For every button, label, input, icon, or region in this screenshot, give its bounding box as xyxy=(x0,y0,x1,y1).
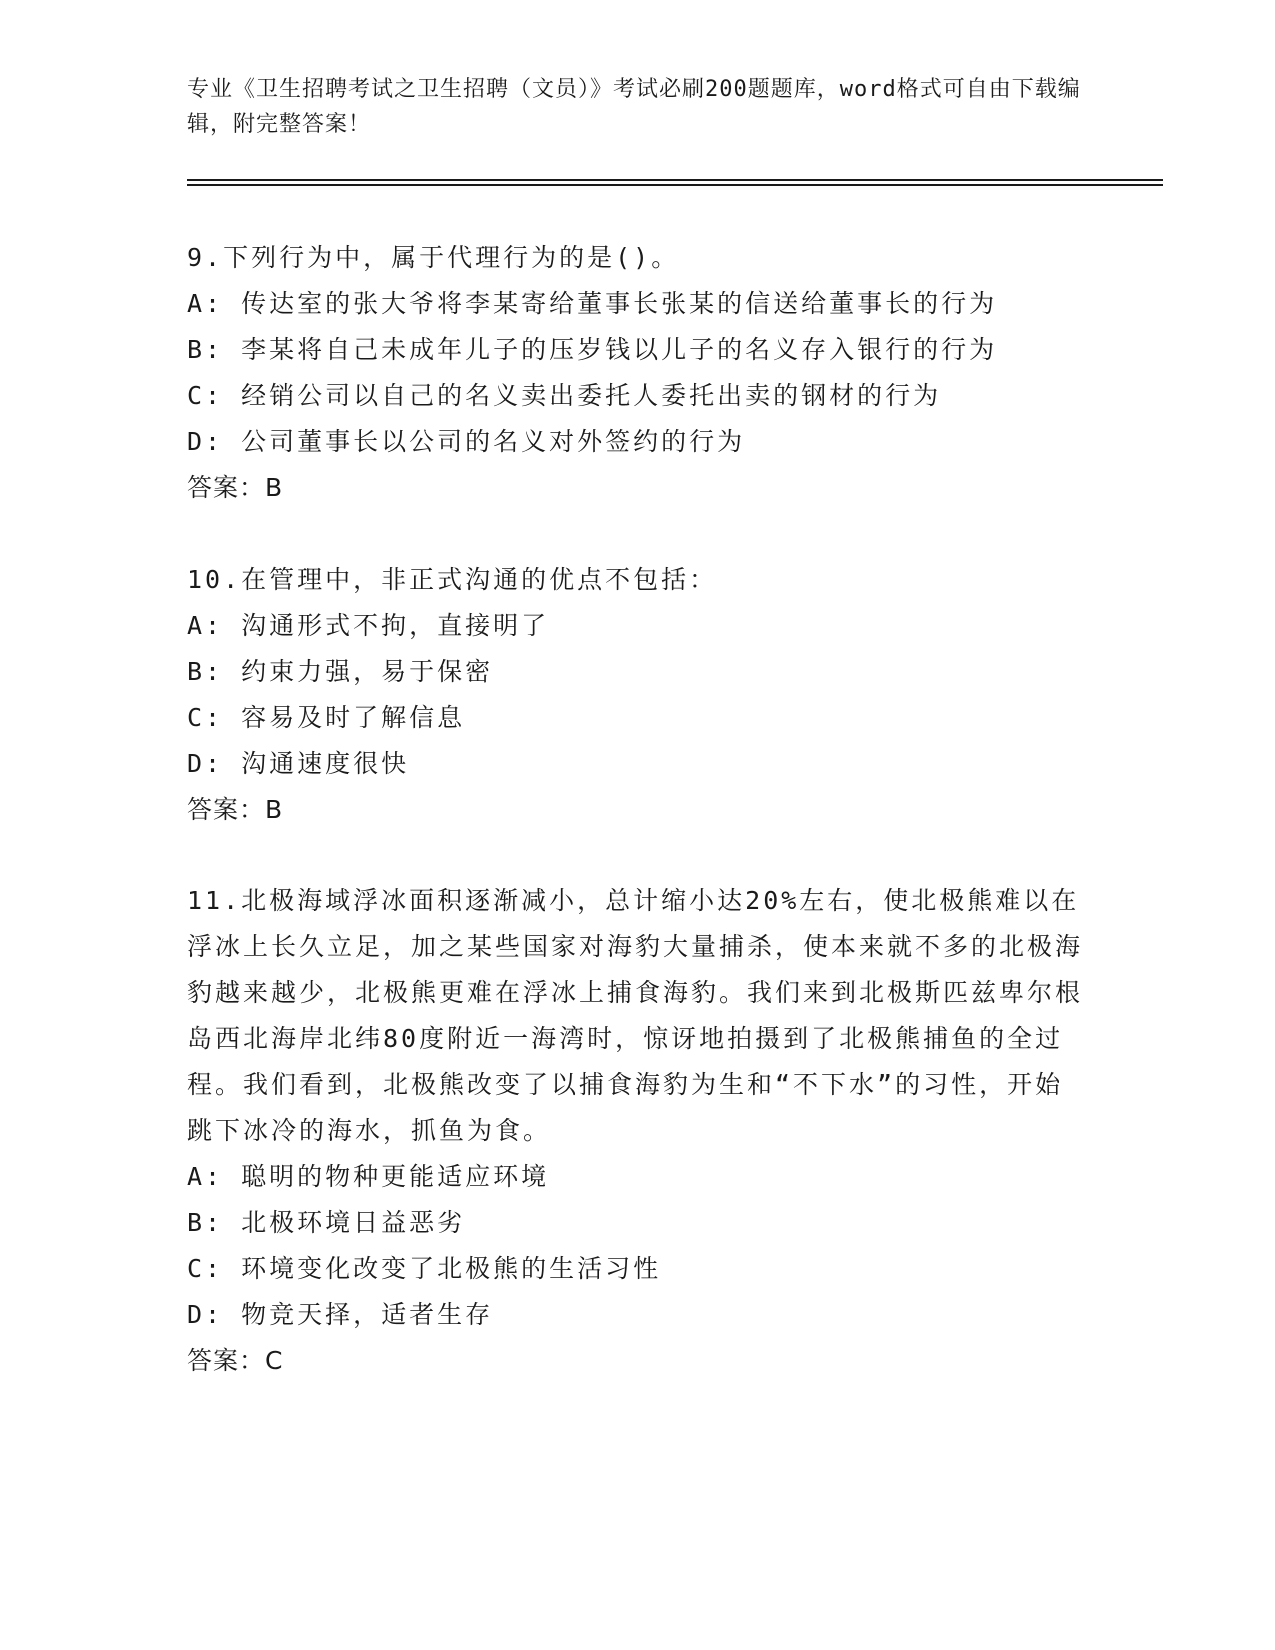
option-c: C: 经销公司以自己的名义卖出委托人委托出卖的钢材的行为 xyxy=(187,381,942,410)
document-header: 专业《卫生招聘考试之卫生招聘（文员）》考试必刷200题题库，word格式可自由下载编辑，附完整答案！ xyxy=(187,77,1081,137)
option-c: C: 容易及时了解信息 xyxy=(187,703,466,732)
question-stem: 11.北极海域浮冰面积逐渐减小，总计缩小达20%左右，使北极熊难以在浮冰上长久立足，加之某些国家对海豹大量捕杀，使本来就不多的北极海豹越来越少，北极熊更难在浮冰上捕食海豹。我们来到北极斯匹兹卑尔根岛西北海岸北纬80度附近一海湾时，惊讶地拍摄到了北极熊捕鱼的全过程。我们看到，北极熊改变了以捕食海豹为生和“不下水”的习性，开始跳下冰冷的海水，抓鱼为食。 xyxy=(187,886,1084,1145)
answer-label: 答案：B xyxy=(187,795,284,824)
question-stem: 10.在管理中，非正式沟通的优点不包括： xyxy=(187,565,718,594)
answer-label: 答案：B xyxy=(187,473,284,502)
option-b: B: 约束力强，易于保密 xyxy=(187,657,494,686)
option-a: A: 传达室的张大爷将李某寄给董事长张某的信送给董事长的行为 xyxy=(187,289,998,318)
option-d: D: 沟通速度很快 xyxy=(187,749,410,778)
option-a: A: 聪明的物种更能适应环境 xyxy=(187,1162,550,1191)
question-10 xyxy=(187,557,1087,833)
option-a: A: 沟通形式不拘，直接明了 xyxy=(187,611,550,640)
answer-label: 答案：C xyxy=(187,1346,284,1375)
option-b: B: 李某将自己未成年儿子的压岁钱以儿子的名义存入银行的行为 xyxy=(187,335,998,364)
option-c: C: 环境变化改变了北极熊的生活习性 xyxy=(187,1254,662,1283)
header-divider-top xyxy=(187,179,1163,181)
question-9 xyxy=(187,235,1087,511)
option-d: D: 公司董事长以公司的名义对外签约的行为 xyxy=(187,427,746,456)
option-b: B: 北极环境日益恶劣 xyxy=(187,1208,466,1237)
question-11 xyxy=(187,878,1087,1384)
option-d: D: 物竞天择，适者生存 xyxy=(187,1300,494,1329)
question-stem: 9.下列行为中，属于代理行为的是()。 xyxy=(187,243,680,272)
header-divider-bottom xyxy=(187,184,1163,186)
